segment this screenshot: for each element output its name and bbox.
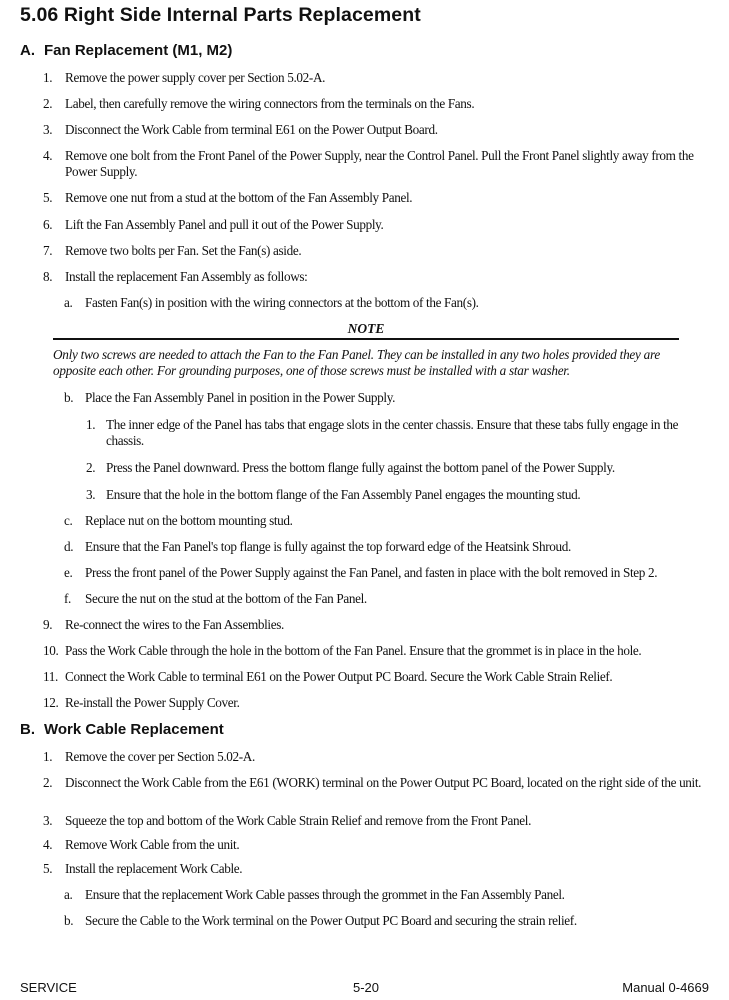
list-item: 11. Connect the Work Cable to terminal E61 on the Power Output PC Board. Secure the Work Cable Strain Relief. <box>43 669 613 684</box>
page-title: 5.06 Right Side Internal Parts Replacement <box>20 4 421 26</box>
list-item: 2. Disconnect the Work Cable from the E61 (WORK) terminal on the Power Output PC Board, located on the right side of the unit. <box>43 775 702 790</box>
section-title: Work Cable Replacement <box>44 721 224 738</box>
list-item: 4. Remove one bolt from the Front Panel of the Power Supply, near the Control Panel. Pull the Front Panel slightly away from the Power Supply. <box>43 148 694 179</box>
list-item: 10. Pass the Work Cable through the hole in the bottom of the Fan Panel. Ensure that the grommet is in place in the hole. <box>43 643 642 658</box>
list-item: d. Ensure that the Fan Panel's top flange is fully against the top forward edge of the Heatsink Shroud. <box>64 539 571 554</box>
list-item: 2. Label, then carefully remove the wiring connectors from the terminals on the Fans. <box>43 96 475 111</box>
list-item: 4. Remove Work Cable from the unit. <box>43 837 240 852</box>
list-item: a. Ensure that the replacement Work Cable passes through the grommet in the Fan Assembly Panel. <box>64 887 565 902</box>
list-item: 5. Install the replacement Work Cable. <box>43 861 243 876</box>
section-b-heading <box>20 721 224 738</box>
footer-page-number: 5-20 <box>353 980 380 995</box>
list-item: 1. The inner edge of the Panel has tabs that engage slots in the center chassis. Ensure that these tabs fully engage in the chassis. <box>86 417 679 448</box>
footer-left: SERVICE <box>20 980 77 995</box>
list-item: c. Replace nut on the bottom mounting stud. <box>64 513 293 528</box>
list-item: e. Press the front panel of the Power Supply against the Fan Panel, and fasten in place with the bolt removed in Step 2. <box>64 565 658 580</box>
note-text: Only two screws are needed to attach the Fan to the Fan Panel. They can be installed in any two holes provided they are opposite each other. For grounding purposes, one of those screws must be installed with a star washer. <box>53 347 661 378</box>
list-item: 8. Install the replacement Fan Assembly as follows: <box>43 269 308 284</box>
list-item: 1. Remove the cover per Section 5.02-A. <box>43 749 255 764</box>
list-item: 7. Remove two bolts per Fan. Set the Fan(s) aside. <box>43 243 302 258</box>
list-item: 5. Remove one nut from a stud at the bottom of the Fan Assembly Panel. <box>43 190 413 205</box>
list-item: 3. Ensure that the hole in the bottom flange of the Fan Assembly Panel engages the mounting stud. <box>86 487 581 502</box>
list-item: b. Place the Fan Assembly Panel in position in the Power Supply. <box>64 390 396 405</box>
list-item: 6. Lift the Fan Assembly Panel and pull it out of the Power Supply. <box>43 217 384 232</box>
list-item: b. Secure the Cable to the Work terminal on the Power Output PC Board and securing the strain relief. <box>64 913 577 928</box>
footer-right: Manual 0-4669 <box>622 980 709 995</box>
list-item: 3. Disconnect the Work Cable from terminal E61 on the Power Output Board. <box>43 122 438 137</box>
section-letter: A. <box>20 42 35 59</box>
list-item: 2. Press the Panel downward. Press the bottom flange fully against the bottom panel of the Power Supply. <box>86 460 615 475</box>
list-item: a. Fasten Fan(s) in position with the wiring connectors at the bottom of the Fan(s). <box>64 295 479 310</box>
section-title: Fan Replacement (M1, M2) <box>44 42 233 59</box>
section-a-heading <box>20 42 232 59</box>
list-item: 1. Remove the power supply cover per Section 5.02-A. <box>43 70 326 85</box>
section-letter: B. <box>20 721 35 738</box>
list-item: 9. Re-connect the wires to the Fan Assemblies. <box>43 617 284 632</box>
list-item: f. Secure the nut on the stud at the bottom of the Fan Panel. <box>64 591 367 606</box>
note-title: NOTE <box>347 321 385 336</box>
list-item: 3. Squeeze the top and bottom of the Work Cable Strain Relief and remove from the Front Panel. <box>43 813 532 828</box>
list-item: 12. Re-install the Power Supply Cover. <box>43 695 240 710</box>
note-rule <box>53 338 679 340</box>
